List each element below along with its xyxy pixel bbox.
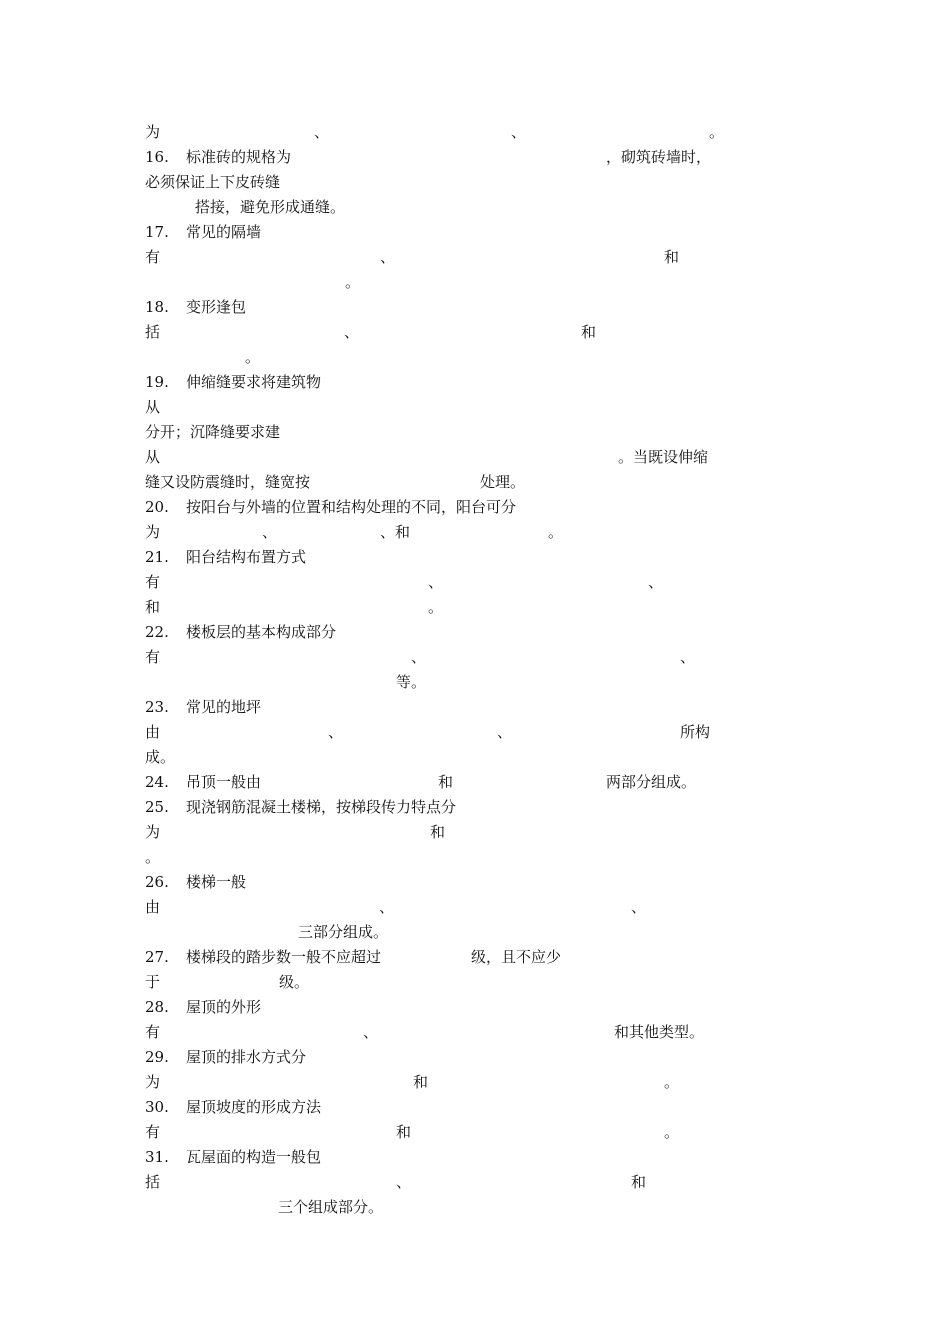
text-line-9-part-2: 、 [344,323,360,341]
text-line-40-part-1: 30. [145,1098,169,1116]
text-line-11-part-1: 19. [145,373,169,391]
text-line-22-part-3: 、 [680,648,696,666]
text-line-35-part-1: 于 [145,973,161,991]
text-line-24-part-1: 23. [145,698,169,716]
text-line-19-part-2: 、 [428,573,444,591]
text-line-25-part-4: 所构 [680,723,711,741]
text-line-28-part-1: 25. [145,798,169,816]
text-line-24-part-2: 常见的地坪 [186,698,262,716]
text-line-29-part-1: 为 [145,823,161,841]
text-line-43-part-3: 和 [631,1173,647,1191]
text-line-2-part-2: 标准砖的规格为 [186,148,292,166]
text-line-25-part-1: 由 [145,723,161,741]
text-line-6-part-1: 有 [145,248,161,266]
text-line-34-part-3: 级，且不应少 [471,948,562,966]
text-line-43-part-2: 、 [396,1173,412,1191]
text-line-1-part-3: 、 [511,123,527,141]
text-line-5-part-2: 常见的隔墙 [186,223,262,241]
text-line-26-part-1: 成。 [145,748,176,766]
text-line-14-part-2: 。当既设伸缩 [618,448,709,466]
text-line-27-part-3: 和 [438,773,454,791]
text-line-5-part-1: 17. [145,223,169,241]
text-line-36-part-1: 28. [145,998,169,1016]
text-line-8-part-2: 变形逢包 [186,298,247,316]
text-line-6-part-2: 、 [380,248,396,266]
text-line-31-part-1: 26. [145,873,169,891]
text-line-20-part-1: 和 [145,598,161,616]
text-line-39-part-2: 和 [413,1073,429,1091]
text-line-9-part-1: 括 [145,323,161,341]
text-line-28-part-2: 现浇钢筋混凝土楼梯，按梯段传力特点分 [186,798,457,816]
text-line-18-part-1: 21. [145,548,169,566]
text-line-14-part-1: 从 [145,448,161,466]
text-line-43-part-1: 括 [145,1173,161,1191]
text-line-40-part-2: 屋顶坡度的形成方法 [186,1098,322,1116]
text-line-19-part-1: 有 [145,573,161,591]
text-line-21-part-1: 22. [145,623,169,641]
text-line-34-part-2: 楼梯段的踏步数一般不应超过 [186,948,382,966]
text-line-37-part-1: 有 [145,1023,161,1041]
text-line-13-part-1: 分开；沉降缝要求建 [145,423,281,441]
text-line-3-part-1: 必须保证上下皮砖缝 [145,173,281,191]
text-line-36-part-2: 屋顶的外形 [186,998,262,1016]
text-line-11-part-2: 伸缩缝要求将建筑物 [186,373,322,391]
text-line-17-part-4: 。 [548,523,564,541]
text-line-41-part-1: 有 [145,1123,161,1141]
text-line-42-part-1: 31. [145,1148,169,1166]
text-line-27-part-1: 24. [145,773,169,791]
text-line-10-part-1: 。 [245,348,261,366]
text-line-2-part-1: 16. [145,148,169,166]
text-line-16-part-1: 20. [145,498,169,516]
text-line-23-part-1: 等。 [396,673,427,691]
text-line-41-part-3: 。 [664,1123,680,1141]
text-line-25-part-2: 、 [328,723,344,741]
text-line-22-part-2: 、 [411,648,427,666]
text-line-20-part-2: 。 [428,598,444,616]
text-line-37-part-2: 、 [363,1023,379,1041]
text-line-1-part-1: 为 [145,123,161,141]
text-line-18-part-2: 阳台结构布置方式 [186,548,307,566]
text-line-32-part-2: 、 [379,898,395,916]
text-line-1-part-4: 。 [709,123,725,141]
text-line-38-part-1: 29. [145,1048,169,1066]
text-line-8-part-1: 18. [145,298,169,316]
text-line-7-part-1: 。 [345,273,361,291]
text-line-27-part-4: 两部分组成。 [606,773,697,791]
text-line-22-part-1: 有 [145,648,161,666]
text-line-39-part-1: 为 [145,1073,161,1091]
text-line-25-part-3: 、 [497,723,513,741]
text-line-42-part-2: 瓦屋面的构造一般包 [186,1148,322,1166]
text-line-6-part-3: 和 [664,248,680,266]
text-line-31-part-2: 楼梯一般 [186,873,247,891]
text-line-16-part-2: 按阳台与外墙的位置和结构处理的不同，阳台可分 [186,498,517,516]
text-line-27-part-2: 吊顶一般由 [186,773,262,791]
text-line-38-part-2: 屋顶的排水方式分 [186,1048,307,1066]
text-line-30-part-1: 。 [145,848,161,866]
text-line-37-part-3: 和其他类型。 [614,1023,705,1041]
text-line-41-part-2: 和 [396,1123,412,1141]
text-line-15-part-1: 缝又设防震缝时，缝宽按 [145,473,311,491]
text-line-2-part-3: ，砌筑砖墙时， [606,148,712,166]
text-line-21-part-2: 楼板层的基本构成部分 [186,623,337,641]
text-line-33-part-1: 三部分组成。 [298,923,389,941]
text-line-39-part-3: 。 [664,1073,680,1091]
text-line-35-part-2: 级。 [279,973,310,991]
text-line-17-part-1: 为 [145,523,161,541]
text-line-32-part-1: 由 [145,898,161,916]
text-line-4-part-1: 搭接，避免形成通缝。 [195,198,346,216]
text-line-32-part-3: 、 [631,898,647,916]
text-line-12-part-1: 从 [145,398,161,416]
text-line-15-part-2: 处理。 [480,473,526,491]
text-line-1-part-2: 、 [314,123,330,141]
text-line-17-part-2: 、 [262,523,278,541]
text-line-19-part-3: 、 [648,573,664,591]
text-line-9-part-3: 和 [581,323,597,341]
text-line-44-part-1: 三个组成部分。 [278,1198,384,1216]
text-line-34-part-1: 27. [145,948,169,966]
text-line-29-part-2: 和 [430,823,446,841]
text-line-17-part-3: 、和 [380,523,411,541]
